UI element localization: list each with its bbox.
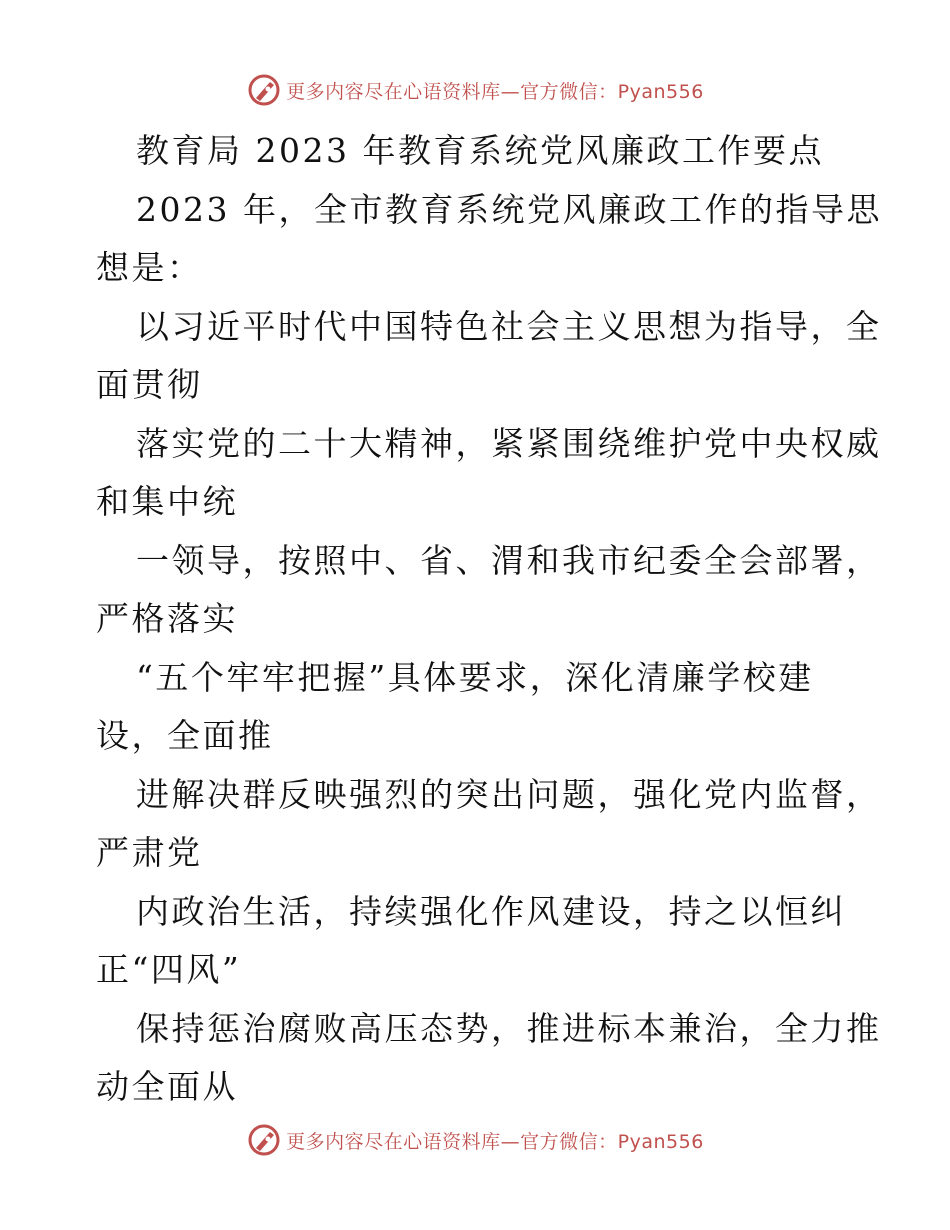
watermark-text: 更多内容尽在心语资料库—官方微信：Pyan556 [286, 1130, 704, 1153]
text-line: 正“四风” [96, 950, 242, 989]
footer-watermark [0, 1118, 950, 1162]
text-line: 想是： [96, 248, 203, 287]
header-watermark [0, 68, 950, 112]
text-line: 动全面从 [96, 1067, 238, 1106]
text-line: 设，全面推 [96, 716, 274, 755]
text-line: 严格落实 [96, 599, 238, 638]
text-line: 保持惩治腐败高压态势，推进标本兼治，全力推 [136, 1008, 882, 1048]
text-line: 一领导，按照中、省、渭和我市纪委全会部署， [136, 540, 882, 580]
text-line: 内政治生活，持续强化作风建设，持之以恒纠 [136, 891, 846, 931]
pen-logo-icon [246, 72, 282, 108]
text-line: 教育局 2023 年教育系统党风廉政工作要点 [136, 131, 824, 170]
text-line: “五个牢牢把握”具体要求，深化清廉学校建 [136, 657, 814, 697]
text-line: 严肃党 [96, 833, 203, 872]
text-line: 和集中统 [96, 482, 238, 521]
text-line: 2023 年，全市教育系统党风廉政工作的指导思 [136, 189, 882, 229]
text-line: 以习近平时代中国特色社会主义思想为指导，全 [136, 306, 882, 346]
text-line: 落实党的二十大精神，紧紧围绕维护党中央权威 [136, 423, 882, 463]
document-body [96, 122, 882, 1117]
text-line: 进解决群反映强烈的突出问题，强化党内监督， [136, 774, 882, 814]
watermark-text: 更多内容尽在心语资料库—官方微信：Pyan556 [286, 80, 704, 103]
pen-logo-icon [246, 1122, 282, 1158]
text-line: 面贯彻 [96, 365, 203, 404]
